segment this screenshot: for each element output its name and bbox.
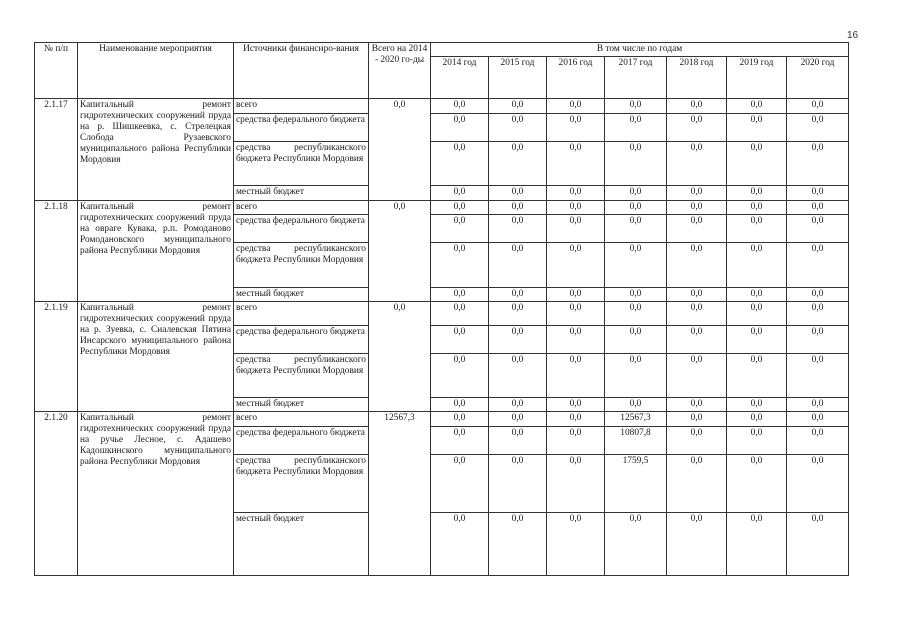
year-value: 0,0 xyxy=(489,455,547,513)
year-value: 0,0 xyxy=(787,200,849,215)
year-value: 0,0 xyxy=(667,215,727,242)
year-value: 0,0 xyxy=(489,326,547,353)
year-value: 0,0 xyxy=(667,99,727,114)
year-value: 0,0 xyxy=(489,185,547,200)
year-value: 0,0 xyxy=(431,113,489,141)
year-value: 0,0 xyxy=(489,242,547,287)
year-value: 0,0 xyxy=(727,455,787,513)
year-value: 0,0 xyxy=(547,326,605,353)
year-value: 0,0 xyxy=(431,200,489,215)
header-year: 2014 год xyxy=(431,57,489,99)
year-value: 0,0 xyxy=(727,99,787,114)
header-name: Наименование мероприятия xyxy=(78,43,234,99)
year-value: 0,0 xyxy=(489,412,547,427)
funding-source: средства федерального бюджета xyxy=(234,113,369,141)
year-value: 0,0 xyxy=(667,185,727,200)
year-value: 0,0 xyxy=(727,242,787,287)
year-value: 0,0 xyxy=(431,215,489,242)
year-value: 0,0 xyxy=(547,513,605,576)
year-value: 0,0 xyxy=(727,353,787,397)
year-value: 0,0 xyxy=(489,427,547,455)
year-value: 0,0 xyxy=(667,397,727,412)
year-value: 0,0 xyxy=(787,455,849,513)
year-value: 0,0 xyxy=(431,455,489,513)
funding-source: средства республиканского бюджета Республики Мордовия xyxy=(234,353,369,397)
year-value: 0,0 xyxy=(605,397,667,412)
funding-source: всего xyxy=(234,99,369,114)
header-year: 2017 год xyxy=(605,57,667,99)
year-value: 0,0 xyxy=(727,141,787,185)
funding-source: средства республиканского бюджета Республики Мордовия xyxy=(234,242,369,287)
item-name: Капитальный ремонт гидротехнических сооружений пруда на ручье Лесное, с. Адашево Кадошкинского муниципального района Республики Мордовия xyxy=(78,412,234,576)
year-value: 0,0 xyxy=(787,141,849,185)
year-value: 0,0 xyxy=(431,427,489,455)
funding-source: средства республиканского бюджета Республики Мордовия xyxy=(234,455,369,513)
item-name: Капитальный ремонт гидротехнических сооружений пруда на овраге Кувака, р.п. Ромоданово Ромодановского муниципального района Республики Мордовия xyxy=(78,200,234,302)
year-value: 0,0 xyxy=(787,99,849,114)
year-value: 0,0 xyxy=(667,287,727,302)
year-value: 0,0 xyxy=(547,353,605,397)
year-value: 0,0 xyxy=(727,412,787,427)
financing-table xyxy=(34,42,849,576)
item-total: 12567,3 xyxy=(369,412,431,576)
year-value: 0,0 xyxy=(547,215,605,242)
year-value: 0,0 xyxy=(547,287,605,302)
year-value: 0,0 xyxy=(431,397,489,412)
year-value: 0,0 xyxy=(727,397,787,412)
table-header xyxy=(35,43,849,99)
funding-source: местный бюджет xyxy=(234,513,369,576)
header-total: Всего на 2014 - 2020 го-ды xyxy=(369,43,431,99)
year-value: 0,0 xyxy=(547,302,605,326)
year-value: 0,0 xyxy=(489,215,547,242)
table-row xyxy=(35,99,849,114)
funding-source: средства федерального бюджета xyxy=(234,215,369,242)
table-row xyxy=(35,412,849,427)
item-total: 0,0 xyxy=(369,99,431,201)
funding-source: средства республиканского бюджета Республики Мордовия xyxy=(234,141,369,185)
year-value: 0,0 xyxy=(605,513,667,576)
year-value: 0,0 xyxy=(667,412,727,427)
year-value: 0,0 xyxy=(489,397,547,412)
year-value: 0,0 xyxy=(605,326,667,353)
funding-source: всего xyxy=(234,302,369,326)
item-number: 2.1.18 xyxy=(35,200,78,302)
year-value: 0,0 xyxy=(489,353,547,397)
year-value: 0,0 xyxy=(787,287,849,302)
year-value: 0,0 xyxy=(605,141,667,185)
year-value: 0,0 xyxy=(489,200,547,215)
year-value: 0,0 xyxy=(787,412,849,427)
year-value: 0,0 xyxy=(431,287,489,302)
year-value: 0,0 xyxy=(605,287,667,302)
year-value: 0,0 xyxy=(667,200,727,215)
year-value: 0,0 xyxy=(605,215,667,242)
page-number: 16 xyxy=(847,30,859,41)
year-value: 0,0 xyxy=(431,412,489,427)
year-value: 0,0 xyxy=(667,141,727,185)
year-value: 0,0 xyxy=(787,185,849,200)
year-value: 0,0 xyxy=(605,113,667,141)
header-years-group: В том числе по годам xyxy=(431,43,849,57)
year-value: 0,0 xyxy=(787,427,849,455)
header-year: 2015 год xyxy=(489,57,547,99)
item-number: 2.1.19 xyxy=(35,302,78,412)
year-value: 0,0 xyxy=(547,99,605,114)
year-value: 0,0 xyxy=(547,200,605,215)
item-name: Капитальный ремонт гидротехнических сооружений пруда на р. Шишкеевка, с. Стрелецкая Слобода Рузаевского муниципального района Республики Мордовия xyxy=(78,99,234,201)
year-value: 0,0 xyxy=(787,353,849,397)
year-value: 0,0 xyxy=(787,242,849,287)
year-value: 0,0 xyxy=(727,215,787,242)
item-total: 0,0 xyxy=(369,200,431,302)
year-value: 0,0 xyxy=(605,99,667,114)
year-value: 0,0 xyxy=(605,353,667,397)
year-value: 0,0 xyxy=(547,141,605,185)
table-row xyxy=(35,200,849,215)
year-value: 0,0 xyxy=(787,397,849,412)
funding-source: всего xyxy=(234,200,369,215)
header-year: 2016 год xyxy=(547,57,605,99)
year-value: 0,0 xyxy=(547,397,605,412)
year-value: 0,0 xyxy=(431,302,489,326)
year-value: 0,0 xyxy=(787,302,849,326)
header-source: Источники финансиро-вания xyxy=(234,43,369,99)
year-value: 0,0 xyxy=(547,113,605,141)
year-value: 0,0 xyxy=(605,185,667,200)
header-year: 2020 год xyxy=(787,57,849,99)
funding-source: местный бюджет xyxy=(234,287,369,302)
year-value: 0,0 xyxy=(667,455,727,513)
year-value: 0,0 xyxy=(787,513,849,576)
year-value: 12567,3 xyxy=(605,412,667,427)
funding-source: средства федерального бюджета xyxy=(234,326,369,353)
item-name: Капитальный ремонт гидротехнических сооружений пруда на р. Зуевка, с. Сиалевская Пятина Инсарского муниципального района Республики Мордовия xyxy=(78,302,234,412)
year-value: 0,0 xyxy=(727,185,787,200)
year-value: 0,0 xyxy=(787,113,849,141)
year-value: 0,0 xyxy=(667,326,727,353)
year-value: 0,0 xyxy=(727,302,787,326)
year-value: 0,0 xyxy=(667,113,727,141)
year-value: 0,0 xyxy=(605,242,667,287)
year-value: 0,0 xyxy=(667,302,727,326)
year-value: 0,0 xyxy=(547,412,605,427)
year-value: 0,0 xyxy=(667,242,727,287)
year-value: 0,0 xyxy=(727,287,787,302)
year-value: 0,0 xyxy=(431,326,489,353)
year-value: 0,0 xyxy=(605,302,667,326)
year-value: 0,0 xyxy=(667,353,727,397)
header-year: 2019 год xyxy=(727,57,787,99)
year-value: 0,0 xyxy=(787,326,849,353)
year-value: 0,0 xyxy=(431,513,489,576)
year-value: 0,0 xyxy=(667,427,727,455)
header-number: № п/п xyxy=(35,43,78,99)
year-value: 0,0 xyxy=(787,215,849,242)
year-value: 0,0 xyxy=(431,185,489,200)
year-value: 0,0 xyxy=(489,287,547,302)
year-value: 0,0 xyxy=(547,185,605,200)
year-value: 0,0 xyxy=(547,242,605,287)
year-value: 1759,5 xyxy=(605,455,667,513)
table-body xyxy=(35,99,849,576)
year-value: 10807,8 xyxy=(605,427,667,455)
year-value: 0,0 xyxy=(547,427,605,455)
item-number: 2.1.20 xyxy=(35,412,78,576)
funding-source: местный бюджет xyxy=(234,397,369,412)
funding-source: средства федерального бюджета xyxy=(234,427,369,455)
item-number: 2.1.17 xyxy=(35,99,78,201)
year-value: 0,0 xyxy=(431,242,489,287)
table-row xyxy=(35,302,849,326)
year-value: 0,0 xyxy=(727,513,787,576)
year-value: 0,0 xyxy=(431,99,489,114)
header-year: 2018 год xyxy=(667,57,727,99)
funding-source: всего xyxy=(234,412,369,427)
year-value: 0,0 xyxy=(489,141,547,185)
year-value: 0,0 xyxy=(431,353,489,397)
year-value: 0,0 xyxy=(431,141,489,185)
year-value: 0,0 xyxy=(489,113,547,141)
funding-source: местный бюджет xyxy=(234,185,369,200)
year-value: 0,0 xyxy=(727,326,787,353)
year-value: 0,0 xyxy=(727,427,787,455)
year-value: 0,0 xyxy=(727,113,787,141)
year-value: 0,0 xyxy=(489,99,547,114)
year-value: 0,0 xyxy=(605,200,667,215)
item-total: 0,0 xyxy=(369,302,431,412)
year-value: 0,0 xyxy=(489,302,547,326)
year-value: 0,0 xyxy=(667,513,727,576)
year-value: 0,0 xyxy=(489,513,547,576)
year-value: 0,0 xyxy=(547,455,605,513)
year-value: 0,0 xyxy=(727,200,787,215)
